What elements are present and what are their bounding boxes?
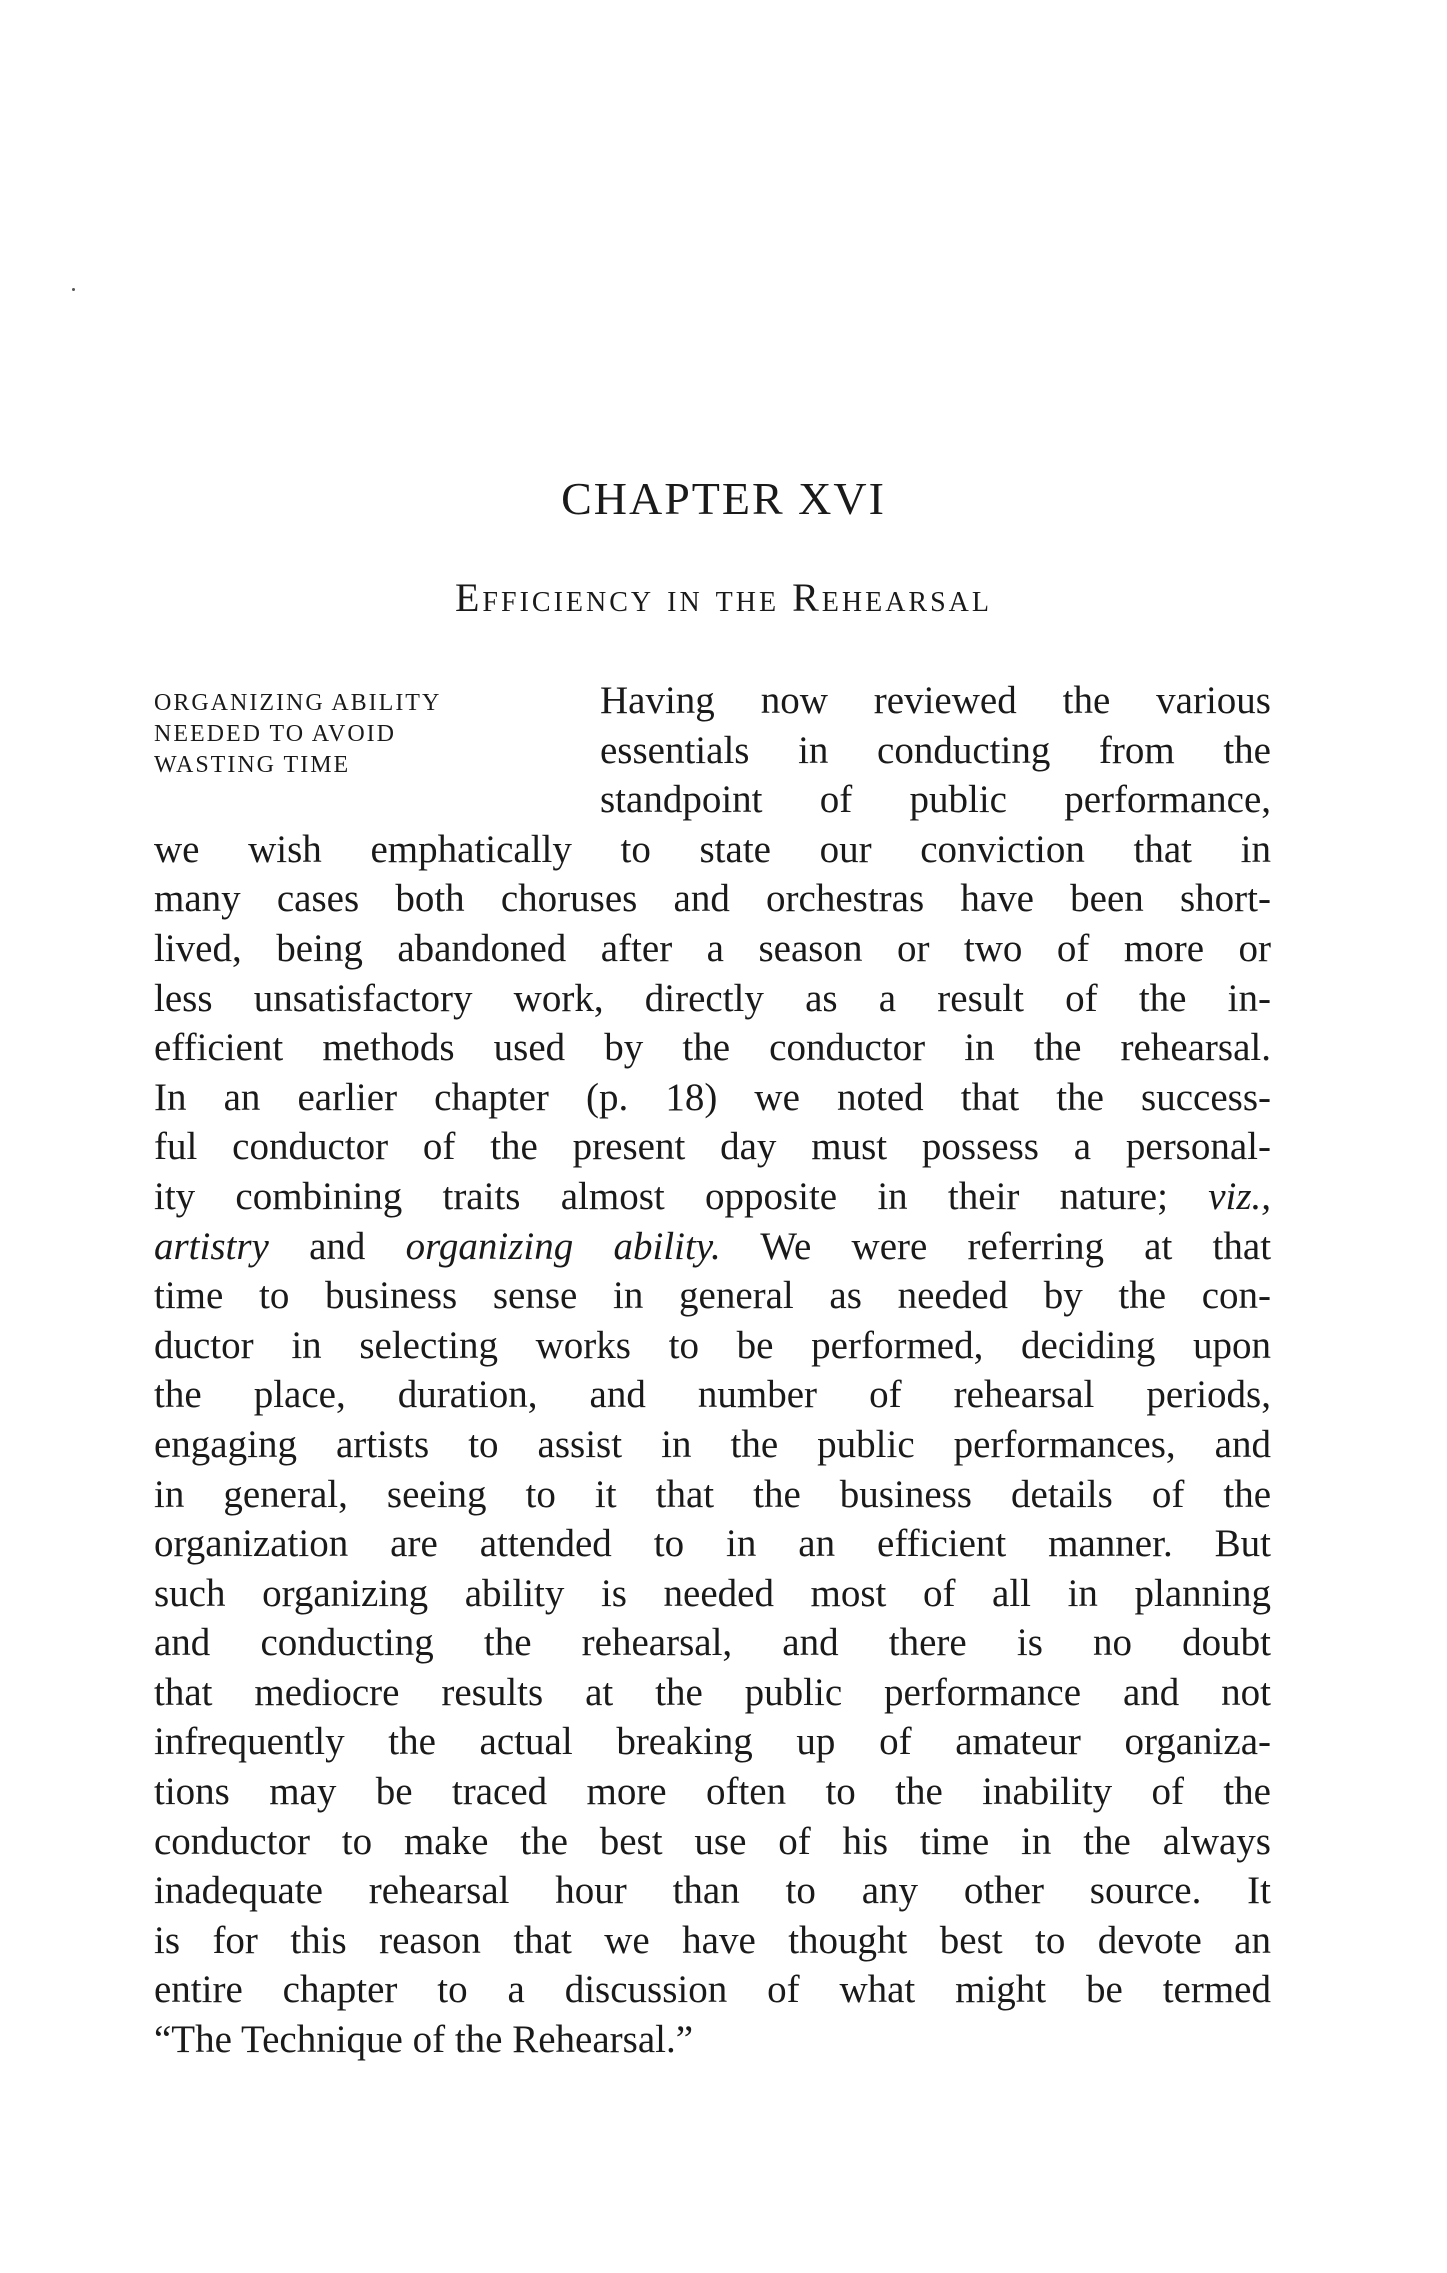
text-line: infrequently the actual breaking up of amateur organiza- bbox=[154, 1720, 1271, 1764]
chapter-subtitle: Efficiency in the Rehearsal bbox=[455, 575, 992, 620]
text-line: is for this reason that we have thought best to devote an bbox=[154, 1918, 1271, 1962]
text-line: such organizing ability is needed most of all in planning bbox=[154, 1571, 1271, 1615]
text-line: ful conductor of the present day must possess a personal- bbox=[154, 1125, 1271, 1169]
italic-organizing-ability: organizing ability. bbox=[405, 1224, 721, 1268]
text-line: lived, being abandoned after a season or two of more or bbox=[154, 926, 1271, 970]
text-line: the place, duration, and number of rehearsal periods, bbox=[154, 1373, 1271, 1417]
italic-artistry: artistry bbox=[154, 1224, 269, 1268]
text-line: we wish emphatically to state our conviction that in bbox=[154, 827, 1271, 871]
sidenote-line: WASTING TIME bbox=[154, 752, 351, 778]
text-line: organization are attended to in an efficient manner. But bbox=[154, 1522, 1271, 1566]
text-line: engaging artists to assist in the public performances, and bbox=[154, 1422, 1271, 1466]
text-line: and conducting the rehearsal, and there is no doubt bbox=[154, 1621, 1271, 1665]
text-line: in general, seeing to it that the business details of the bbox=[154, 1472, 1271, 1516]
text-line: artistry and organizing ability. We were referring at that bbox=[154, 1224, 1272, 1268]
text-line: many cases both choruses and orchestras have been short- bbox=[154, 877, 1271, 921]
text-line: In an earlier chapter (p. 18) we noted that the success- bbox=[154, 1075, 1271, 1119]
text-line: ductor in selecting works to be performed, deciding upon bbox=[154, 1323, 1271, 1367]
text-line: standpoint of public performance, bbox=[600, 778, 1271, 822]
text-line: less unsatisfactory work, directly as a result of the in- bbox=[154, 976, 1271, 1020]
text-line: that mediocre results at the public performance and not bbox=[154, 1670, 1271, 1714]
text-line: ity combining traits almost opposite in their nature; viz., bbox=[154, 1174, 1272, 1218]
sidenote-line: ORGANIZING ABILITY bbox=[154, 690, 442, 716]
text-line: inadequate rehearsal hour than to any other source. It bbox=[154, 1869, 1271, 1913]
text-line: “The Technique of the Rehearsal.” bbox=[154, 2018, 694, 2062]
text-line: tions may be traced more often to the inability of the bbox=[154, 1770, 1271, 1814]
text-line: essentials in conducting from the bbox=[600, 728, 1271, 772]
text-line: efficient methods used by the conductor in the rehearsal. bbox=[154, 1026, 1271, 1070]
chapter-heading: CHAPTER XVI bbox=[561, 473, 886, 524]
body-paragraph bbox=[154, 676, 1271, 2065]
sidenote-line: NEEDED TO AVOID bbox=[154, 721, 397, 747]
text-line: Having now reviewed the various bbox=[600, 679, 1271, 722]
text-line: time to business sense in general as needed by the con- bbox=[154, 1274, 1271, 1318]
text-line: conductor to make the best use of his time in the always bbox=[154, 1819, 1271, 1863]
print-speck bbox=[72, 288, 75, 291]
text-line: entire chapter to a discussion of what might be termed bbox=[154, 1968, 1271, 2012]
italic-viz: viz., bbox=[1208, 1174, 1272, 1218]
